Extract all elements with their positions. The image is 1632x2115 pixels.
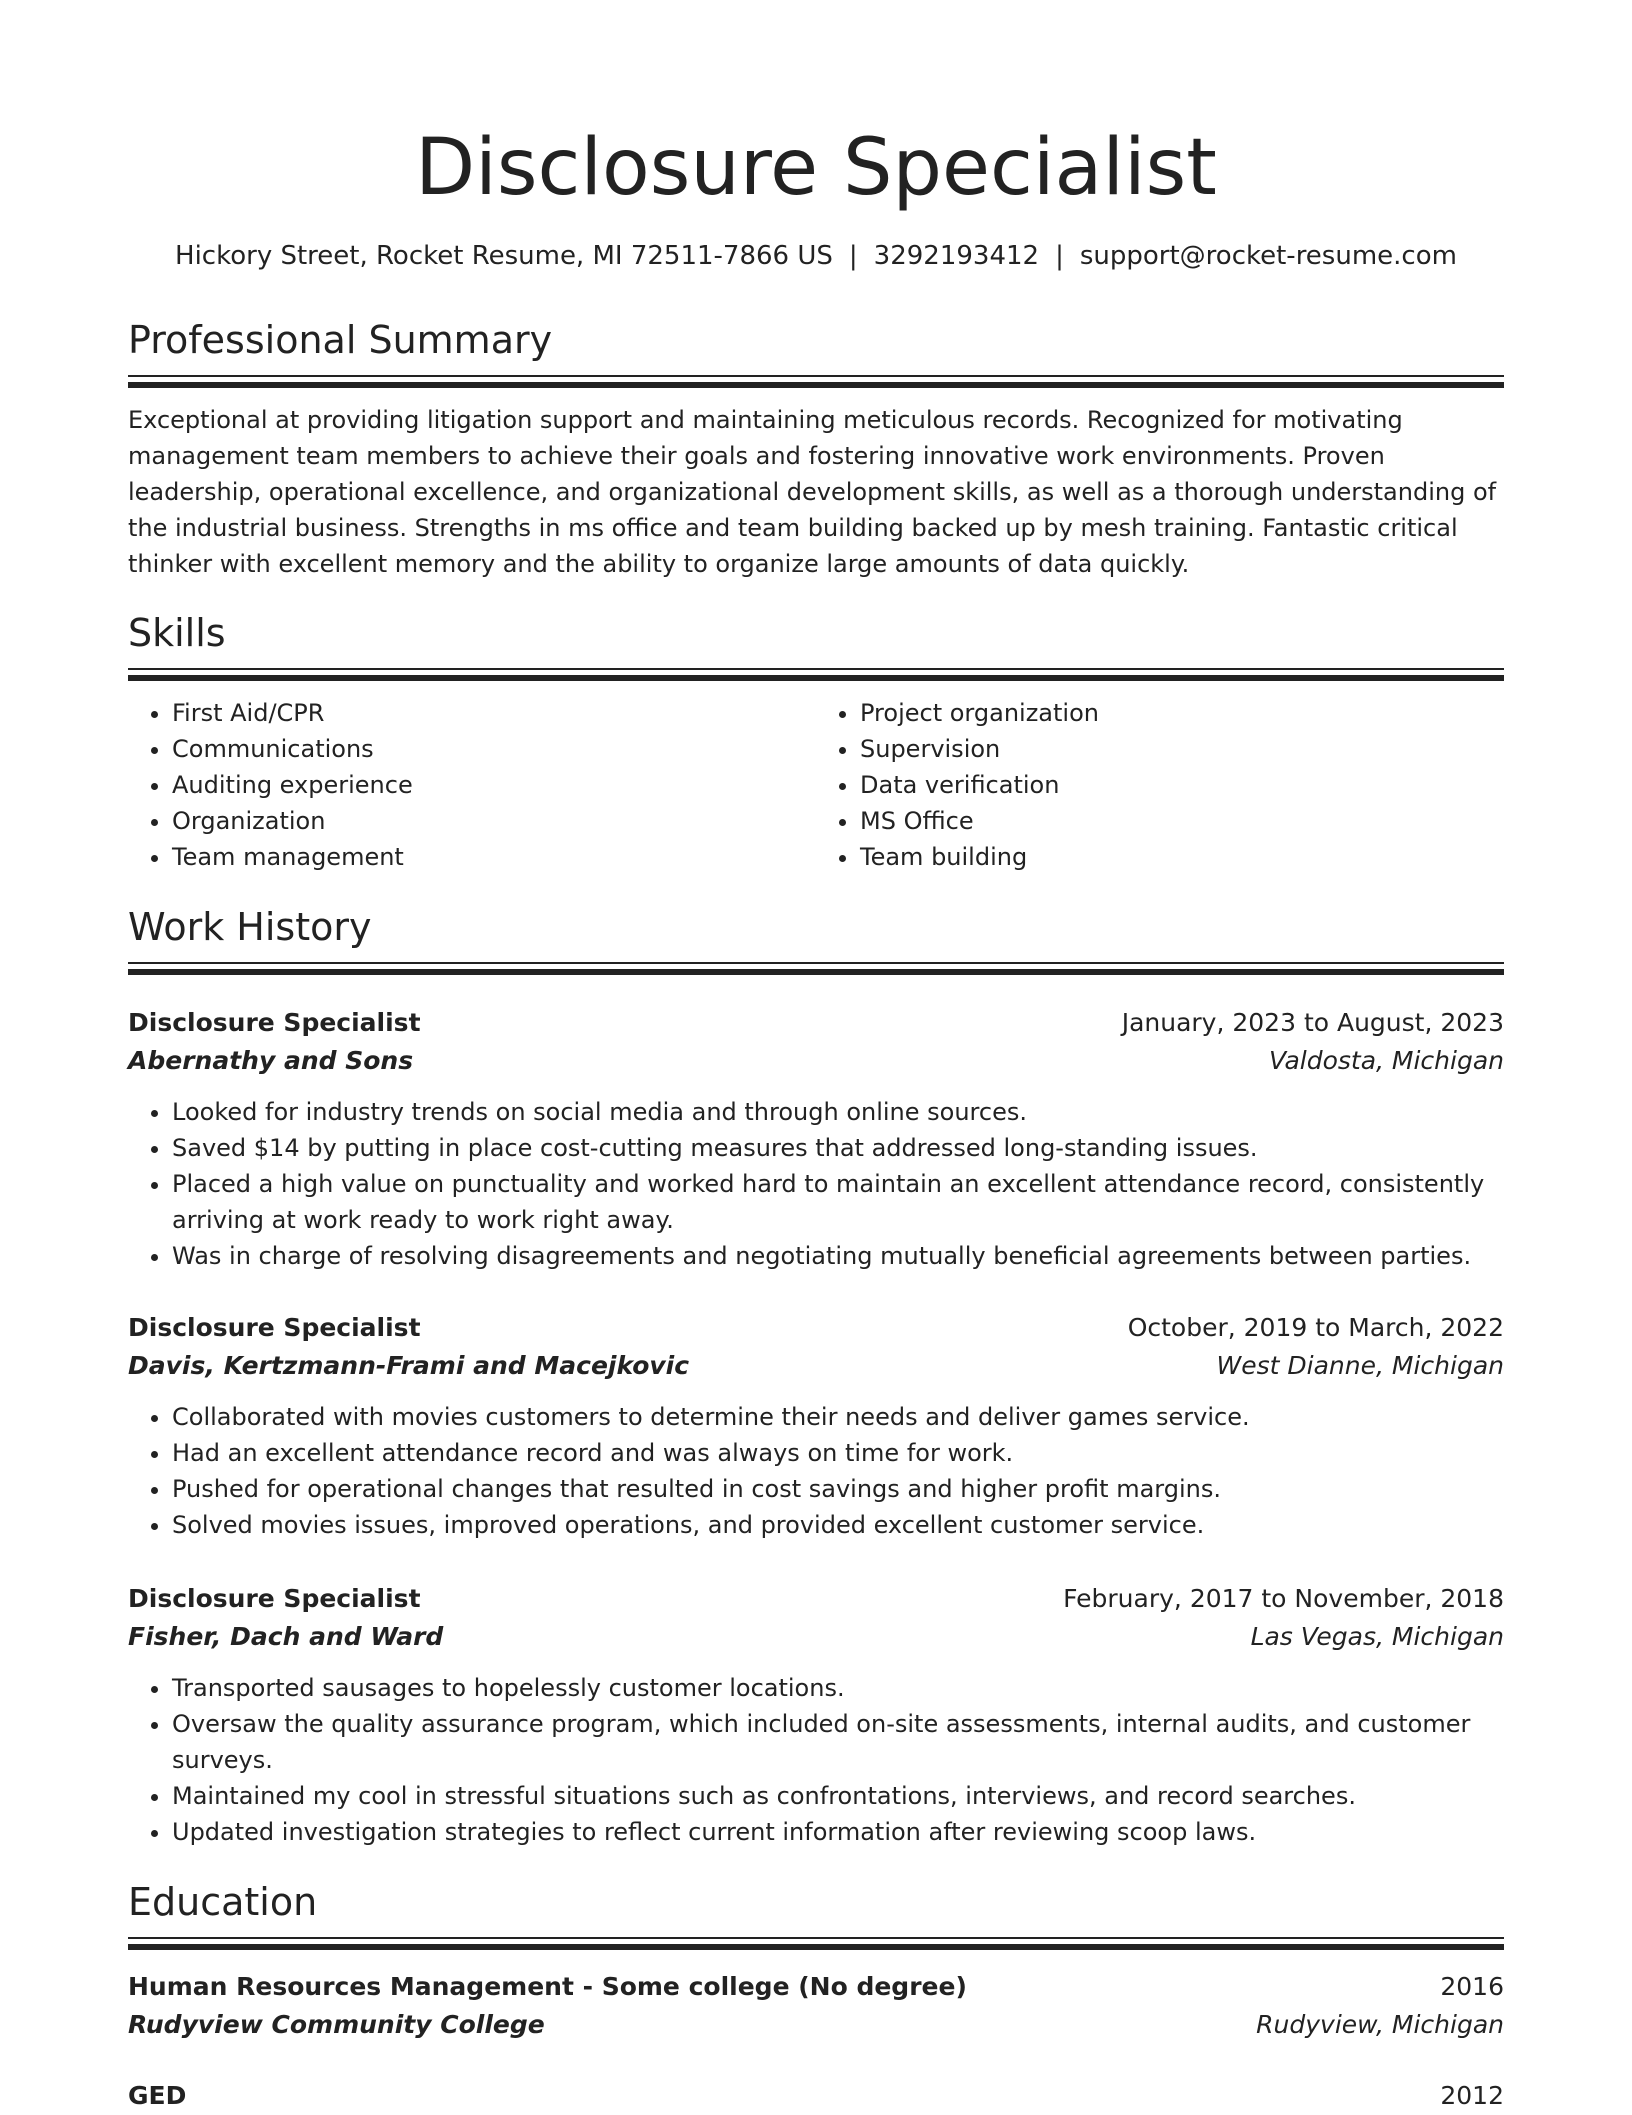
- job-bullets: [128, 1670, 1504, 1850]
- job-title: Disclosure Specialist: [128, 1584, 421, 1613]
- list-item: • Pushed for operational changes that resulted in cost savings and higher profit margins.: [172, 1471, 1504, 1507]
- education-entry: [128, 1968, 1504, 2044]
- list-item: • Looked for industry trends on social media and through online sources.: [172, 1094, 1504, 1130]
- job-header-row: [128, 1580, 1504, 1618]
- job-entry: [128, 1309, 1504, 1543]
- job-location: Valdosta, Michigan: [1268, 1046, 1504, 1075]
- list-item: • Saved $14 by putting in place cost-cutting measures that addressed long-standing issues.: [172, 1130, 1504, 1166]
- contact-separator: |: [1055, 241, 1064, 271]
- skill-item: • Supervision: [860, 731, 1504, 767]
- list-item: • Placed a high value on punctuality and worked hard to maintain an excellent attendance record, consistently arriving at work ready to work right away.: [172, 1166, 1504, 1238]
- skill-item: • Team management: [172, 839, 816, 875]
- contact-line: [128, 238, 1504, 274]
- section-divider: [128, 375, 1504, 388]
- education-section: [128, 1877, 1504, 1950]
- skill-item: • First Aid/CPR: [172, 695, 816, 731]
- skills-column-right: [816, 695, 1504, 875]
- skill-item: • MS Office: [860, 803, 1504, 839]
- job-bullets: [128, 1399, 1504, 1543]
- work-history-section: [128, 902, 1504, 975]
- list-item: • Transported sausages to hopelessly customer locations.: [172, 1670, 1504, 1706]
- list-item: • Maintained my cool in stressful situations such as confrontations, interviews, and record searches.: [172, 1778, 1504, 1814]
- work-history-heading: Work History: [128, 905, 372, 949]
- job-company-row: [128, 1347, 1504, 1385]
- education-location: Rudyview, Michigan: [1256, 2010, 1504, 2039]
- job-entry: [128, 1580, 1504, 1850]
- page-title: Disclosure Specialist: [415, 123, 1217, 213]
- job-location: Las Vegas, Michigan: [1250, 1622, 1504, 1651]
- summary-section: [128, 315, 1504, 582]
- list-item: • Was in charge of resolving disagreements and negotiating mutually beneficial agreements between parties.: [172, 1238, 1504, 1274]
- job-location: West Dianne, Michigan: [1216, 1351, 1504, 1380]
- education-entry: [128, 2077, 1504, 2115]
- skill-item: • Auditing experience: [172, 767, 816, 803]
- skills-column-left: [128, 695, 816, 875]
- summary-text: Exceptional at providing litigation support and maintaining meticulous records. Recognized for motivating management team members to achieve their goals and fostering innovative work environments. Proven leadership, operational excellence, and organizational development skills, as well as a thorough understanding of the industrial business. Strengths in ms office and team building backed up by mesh training. Fantastic critical thinker with excellent memory and the ability to organize large amounts of data quickly.: [128, 406, 1497, 578]
- section-divider: [128, 1937, 1504, 1950]
- job-header-row: [128, 1309, 1504, 1347]
- education-header-row: [128, 1968, 1504, 2006]
- job-company-row: [128, 1042, 1504, 1080]
- summary-heading: Professional Summary: [128, 318, 553, 362]
- skill-item: • Team building: [860, 839, 1504, 875]
- job-company: Davis, Kertzmann-Frami and Macejkovic: [128, 1351, 690, 1380]
- education-degree: GED: [128, 2081, 187, 2110]
- job-company: Fisher, Dach and Ward: [128, 1622, 444, 1651]
- education-header-row: [128, 2077, 1504, 2115]
- skill-item: • Data verification: [860, 767, 1504, 803]
- education-school-row: [128, 2006, 1504, 2044]
- education-heading: Education: [128, 1880, 318, 1924]
- job-company: Abernathy and Sons: [128, 1046, 414, 1075]
- list-item: • Oversaw the quality assurance program, which included on-site assessments, internal audits, and customer surveys.: [172, 1706, 1504, 1778]
- list-item: • Solved movies issues, improved operations, and provided excellent customer service.: [172, 1507, 1504, 1543]
- skills-heading: Skills: [128, 611, 226, 655]
- skill-item: • Communications: [172, 731, 816, 767]
- section-divider: [128, 668, 1504, 681]
- list-item: • Collaborated with movies customers to determine their needs and deliver games service.: [172, 1399, 1504, 1435]
- job-dates: October, 2019 to March, 2022: [1127, 1313, 1504, 1342]
- contact-address: Hickory Street, Rocket Resume, MI 72511-7866 US: [175, 241, 833, 271]
- job-dates: January, 2023 to August, 2023: [1121, 1008, 1504, 1037]
- skills-list: [128, 695, 1504, 875]
- education-year: 2016: [1440, 1972, 1504, 2001]
- job-company-row: [128, 1618, 1504, 1656]
- job-dates: February, 2017 to November, 2018: [1063, 1584, 1504, 1613]
- skills-section: [128, 608, 1504, 875]
- job-title: Disclosure Specialist: [128, 1313, 421, 1342]
- skill-item: • Organization: [172, 803, 816, 839]
- job-entry: [128, 1004, 1504, 1274]
- job-header-row: [128, 1004, 1504, 1042]
- contact-phone: 3292193412: [873, 241, 1040, 271]
- job-bullets: [128, 1094, 1504, 1274]
- contact-separator: |: [848, 241, 858, 271]
- section-divider: [128, 962, 1504, 975]
- contact-email[interactable]: support@rocket-resume.com: [1079, 241, 1457, 271]
- skill-item: • Project organization: [860, 695, 1504, 731]
- education-year: 2012: [1440, 2081, 1504, 2110]
- education-school: Rudyview Community College: [128, 2010, 545, 2039]
- list-item: • Updated investigation strategies to reflect current information after reviewing scoop laws.: [172, 1814, 1504, 1850]
- list-item: • Had an excellent attendance record and was always on time for work.: [172, 1435, 1504, 1471]
- education-degree: Human Resources Management - Some college (No degree): [128, 1972, 967, 2001]
- job-title: Disclosure Specialist: [128, 1008, 421, 1037]
